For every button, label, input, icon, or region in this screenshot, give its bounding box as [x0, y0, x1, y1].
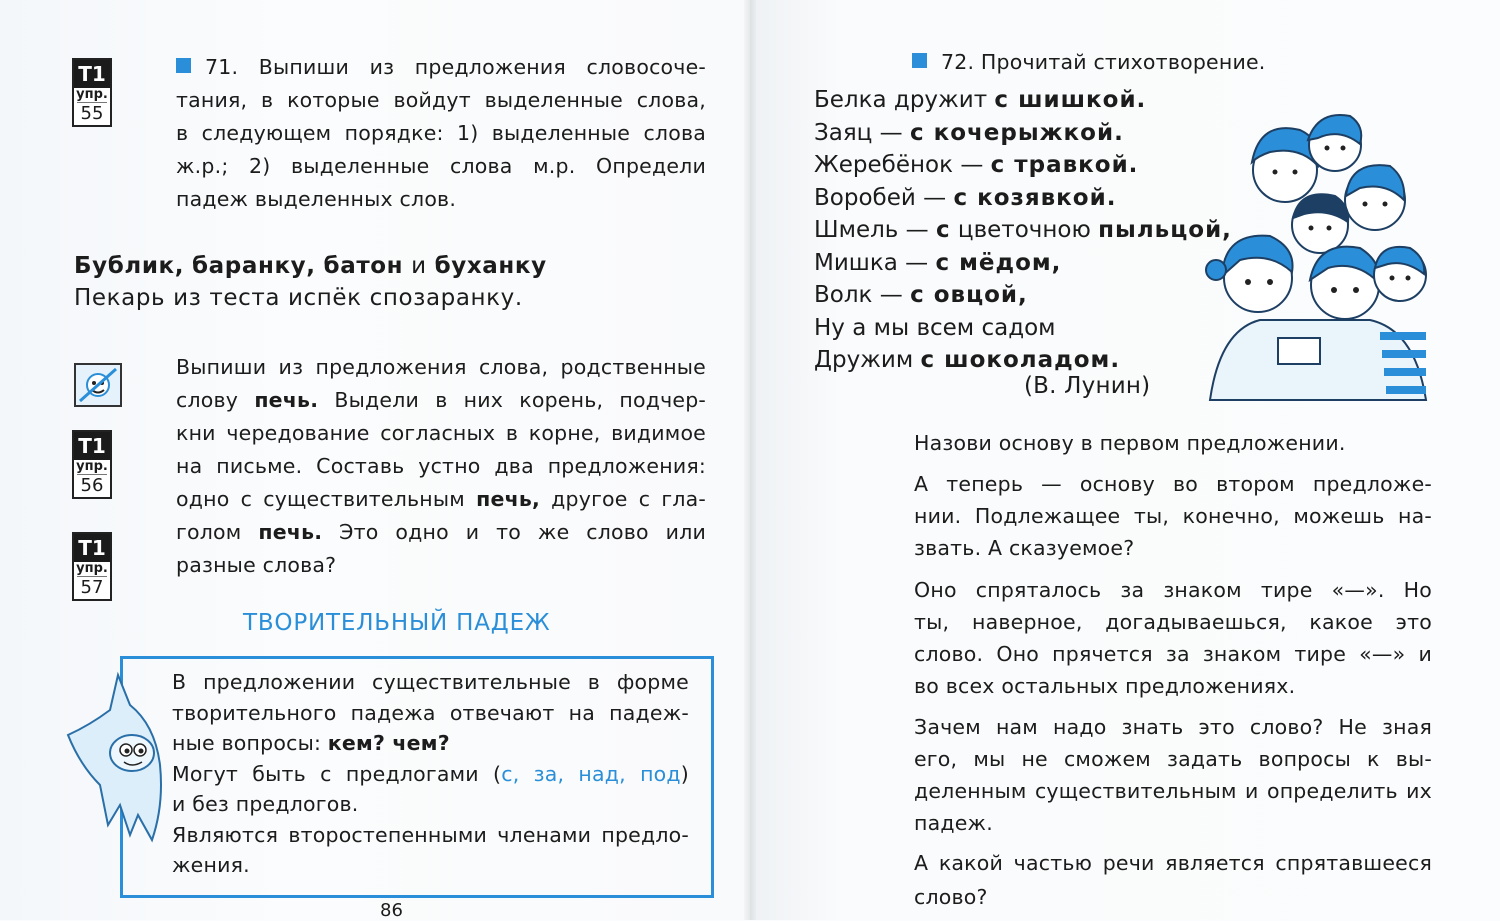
verse-word-2: баранку,: [192, 253, 316, 279]
poem-line: Дружим с шоколадом.: [814, 347, 1121, 373]
bold-word-pech: печь.: [254, 388, 319, 412]
task-line-1: Выпиши из предложения слова, родственные: [176, 355, 706, 379]
paragraph-5: А какой частью речи является спрятавшееся слово?: [914, 851, 1432, 909]
exercise-71: [176, 51, 706, 216]
rule-line-5: и без предлогов.: [172, 792, 359, 816]
pencil-task-icon: [74, 363, 122, 407]
task-line-7: разные слова?: [176, 553, 337, 577]
workbook-badge-57: T1 упр. 57: [72, 532, 112, 601]
task-pech: Выпиши из предложения слова, родственные слову печь. Выдели в них корень, подчер- кни чередование согласных в корне, видимое на письме. Составь устно два предложения: одно с существительным печь, другое с гла- голом печь. Это одно и то же слово или разные слова?: [176, 351, 706, 582]
bat-mascot-icon: [60, 665, 180, 855]
rule-questions: кем? чем?: [327, 731, 450, 755]
poem-line: Ну а мы всем садом: [814, 314, 1056, 341]
rule-line-2: творительного падежа отвечают на падеж-: [172, 700, 689, 725]
poem-author: (В. Лунин): [1024, 373, 1151, 399]
page-number: 86: [380, 900, 403, 921]
ex71-line-5: падеж выделенных слов.: [176, 187, 457, 211]
exercise-72-title: 72. Прочитай стихотворение.: [912, 46, 1266, 79]
ex71-line-2: тания, в которые войдут выделенные слова,: [176, 88, 706, 112]
ex71-line-3: в следующем порядке: 1) выделенные слова: [176, 121, 706, 145]
workbook-badge-55: T1 упр. 55: [72, 58, 112, 127]
poem-line: Воробей — с козявкой.: [814, 184, 1117, 211]
rule-prepositions: с, за, над, под: [501, 761, 681, 786]
section-title: ТВОРИТЕЛЬНЫЙ ПАДЕЖ: [243, 610, 551, 636]
bread-verse: [74, 250, 547, 314]
poem-line: Заяц — с кочерыжкой.: [814, 119, 1124, 146]
poem-line: Белка дружит с шишкой.: [814, 87, 1147, 113]
task-line-4: на письме. Составь устно два предложения:: [176, 454, 706, 478]
rule-line-7: жения.: [172, 853, 250, 877]
poem-line: Волк — с овцой,: [814, 282, 1028, 308]
paragraph-4: Зачем нам надо знать это слово? Не зная его, мы не сможем задать вопросы к вы- деленным существительным и определить их падеж.: [914, 715, 1432, 835]
exercise-square-icon: [912, 53, 927, 68]
ex71-line-1: 71. Выпиши из предложения словосоче-: [205, 55, 706, 79]
verse-and: и: [411, 253, 427, 279]
rule-line-6: Являются второстепенными членами предло-: [172, 822, 689, 847]
verse-word-1: Бублик,: [74, 253, 185, 279]
exercise-square-icon: [176, 58, 191, 73]
poem-line: Мишка — с мёдом,: [814, 249, 1062, 276]
book-spine: [744, 0, 756, 920]
ex71-line-4: ж.р.; 2) выделенные слова м.р. Определи: [176, 154, 706, 178]
verse-word-4: буханку: [434, 253, 547, 279]
workbook-badge-56: T1 упр. 56: [72, 430, 112, 499]
verse-line-2: Пекарь из теста испёк спозаранку.: [74, 285, 523, 311]
question-1: Назови основу в первом предложении.: [914, 431, 1346, 455]
paragraph-2: А теперь — основу во втором предложе- нии. Подлежащее ты, конечно, можешь на- звать. А сказуемое?: [914, 472, 1432, 560]
task-line-3: кни чередование согласных в корне, видимое: [176, 421, 706, 445]
poem-line: Шмель — с цветочною пыльцой,: [814, 217, 1232, 243]
rule-line-1: В предложении существительные в форме: [172, 670, 689, 694]
verse-word-3: батон: [323, 253, 404, 279]
poem: [814, 84, 1232, 377]
paragraph-3: Оно спряталось за знаком тире «—». Но ты, наверное, догадываешься, какое это слово. Оно прячется за знаком тире «—» и во всех остальных предложениях.: [914, 578, 1432, 698]
poem-line: Жеребёнок — с травкой.: [814, 152, 1139, 178]
rule-text: В предложении существительные в форме творительного падежа отвечают на падеж- ные вопросы: кем? чем? Могут быть с предлогами (с, за, над, под) и без предлогов. Являются второстепенными членами предло- жения.: [172, 667, 689, 881]
children-illustration: [1200, 100, 1432, 410]
